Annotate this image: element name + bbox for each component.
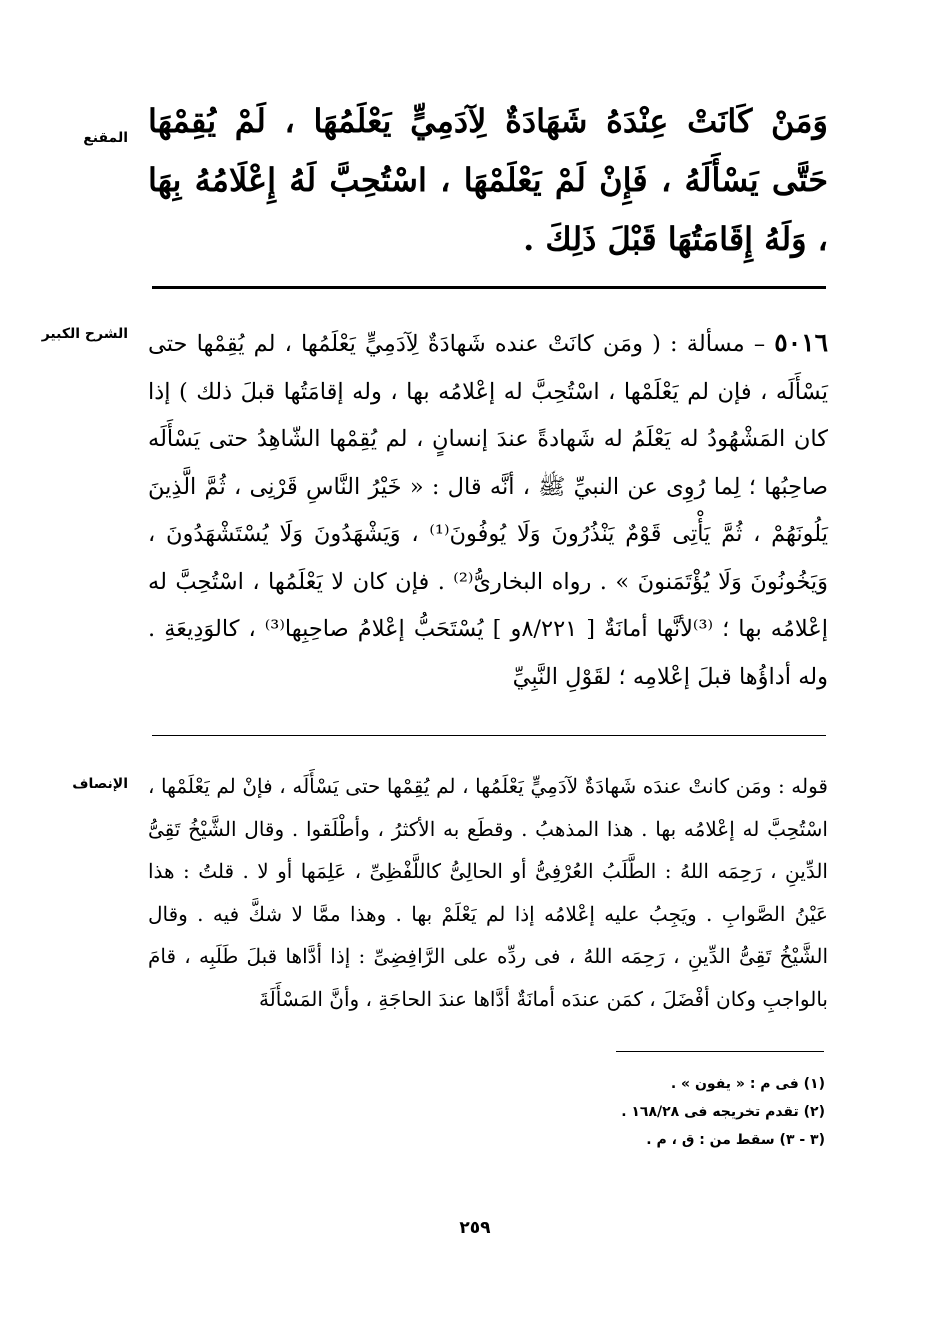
footnotes — [400, 1070, 825, 1154]
muqni-text: وَمَنْ كَانَتْ عِنْدَهُ شَهَادَةٌ لِآدَمِيٍّ يَعْلَمُهَا ، لَمْ يُقِمْهَا حَتَّى يَسْأَلَهُ ، فَإِنْ لَمْ يَعْلَمْهَا ، اسْتُحِبَّ لَهُ إِعْلَامُهُ بِهَا ، وَلَهُ إِقَامَتُهَا قَبْلَ ذَلِكَ . — [148, 102, 829, 258]
page-number: ٢٥٩ — [459, 1218, 491, 1238]
footnote-2: (٢) تقدم تخريجه فى ١٦٨/٢٨ . — [621, 1104, 825, 1120]
footnote-3: (٣ - ٣) سقط من : ق ، م . — [646, 1132, 825, 1148]
section-label-sharh: الشرح الكبير — [41, 326, 128, 342]
sharh-text: – مسألة : ( ومَن كانَتْ عنده شَهادَةٌ لِآدَمِيٍّ يَعْلَمُها ، لم يُقِمْها حتى يَسْأَلَه ، فإن لم يَعْلَمْها ، اسْتُحِبَّ له إعْلامُه بها ، وله إقامَتُها قبلَ ذلك ) إذا كان المَشْهُودُ له يَعْلَمُ له شَهادةً عندَ إنسانٍ ، لم يُقِمْها الشّاهِدُ حتى يَسْأَلَه صاحِبُها ؛ لِما رُوِى عن النبيِّ ﷺ ، أنَّه قال : « خَيْرُ النَّاسِ قَرْنِى ، ثُمَّ الَّذِينَ يَلُونَهُمْ ، ثُمَّ يَأْتِى قَوْمٌ يَنْذُرُونَ وَلَا يُوفُونَ⁽¹⁾ ، وَيَشْهَدُونَ وَلَا يُسْتَشْهَدُونَ ، وَيَخُونُونَ وَلَا يُؤْتَمَنونَ » . رواه البخارىُّ⁽²⁾ . فإن كان لا يَعْلَمُها ، اسْتُحِبَّ له إعْلامُه بها ؛ ⁽³⁾لأنَّها أمانَةٌ [ ٨/٢٢١و ] يُسْتَحَبُّ إعْلامُ صاحِبِها⁽³⁾ ، كالوَدِيعَةِ . وله أداؤُها قبلَ إعْلامِه ؛ لقَوْلِ النَّبِيِّ — [148, 331, 829, 690]
issue-number: ٥٠١٦ — [774, 328, 828, 357]
insaf-text: قوله : ومَن كانتْ عندَه شَهادَةٌ لآدَمِيٍّ يَعْلَمُها ، لم يُقِمْها حتى يَسْأَلَه ، فإنْ لم يَعْلَمْها ، اسْتُحِبَّ له إعْلامُه بها . هذا المذهبُ . وقطَع به الأكثرُ ، وأطْلَقوا . وقال الشَّيْخُ تَقِىُّ الدِّينِ ، رَحِمَه اللهُ : الطَّلَبُ العُرْفِىُّ أو الحالِىُّ كاللَّفْظِىِّ ، عَلِمَها أو لا . قلتُ : هذا عَيْنُ الصَّوابِ . ويَجِبُ عليه إعْلامُه إذا لم يَعْلَمْ بها . وهذا ممَّا لا شكَّ فيه . وقال الشَّيْخُ تَقِىُّ الدِّينِ ، رَحِمَه اللهُ ، فى ردِّه على الرَّافِضِىِّ : إذا أدَّاها قبلَ طَلَبِه ، قامَ بالواجبِ وكان أفْضَلَ ، كمَن عندَه أمانَةٌ أدَّاها عندَ الحاجَةِ ، وأنَّ المَسْأَلَةَ — [148, 774, 828, 1011]
section-divider-thin — [152, 735, 826, 736]
section-label-insaf: الإنصاف — [72, 776, 128, 792]
section-label-muqni: المقنع — [83, 130, 128, 146]
sharh-paragraph — [148, 319, 828, 701]
footnote-1: (١) فى م : « يفون » . — [670, 1076, 825, 1092]
section-divider-thick — [152, 286, 826, 289]
footnote-divider — [616, 1051, 824, 1052]
